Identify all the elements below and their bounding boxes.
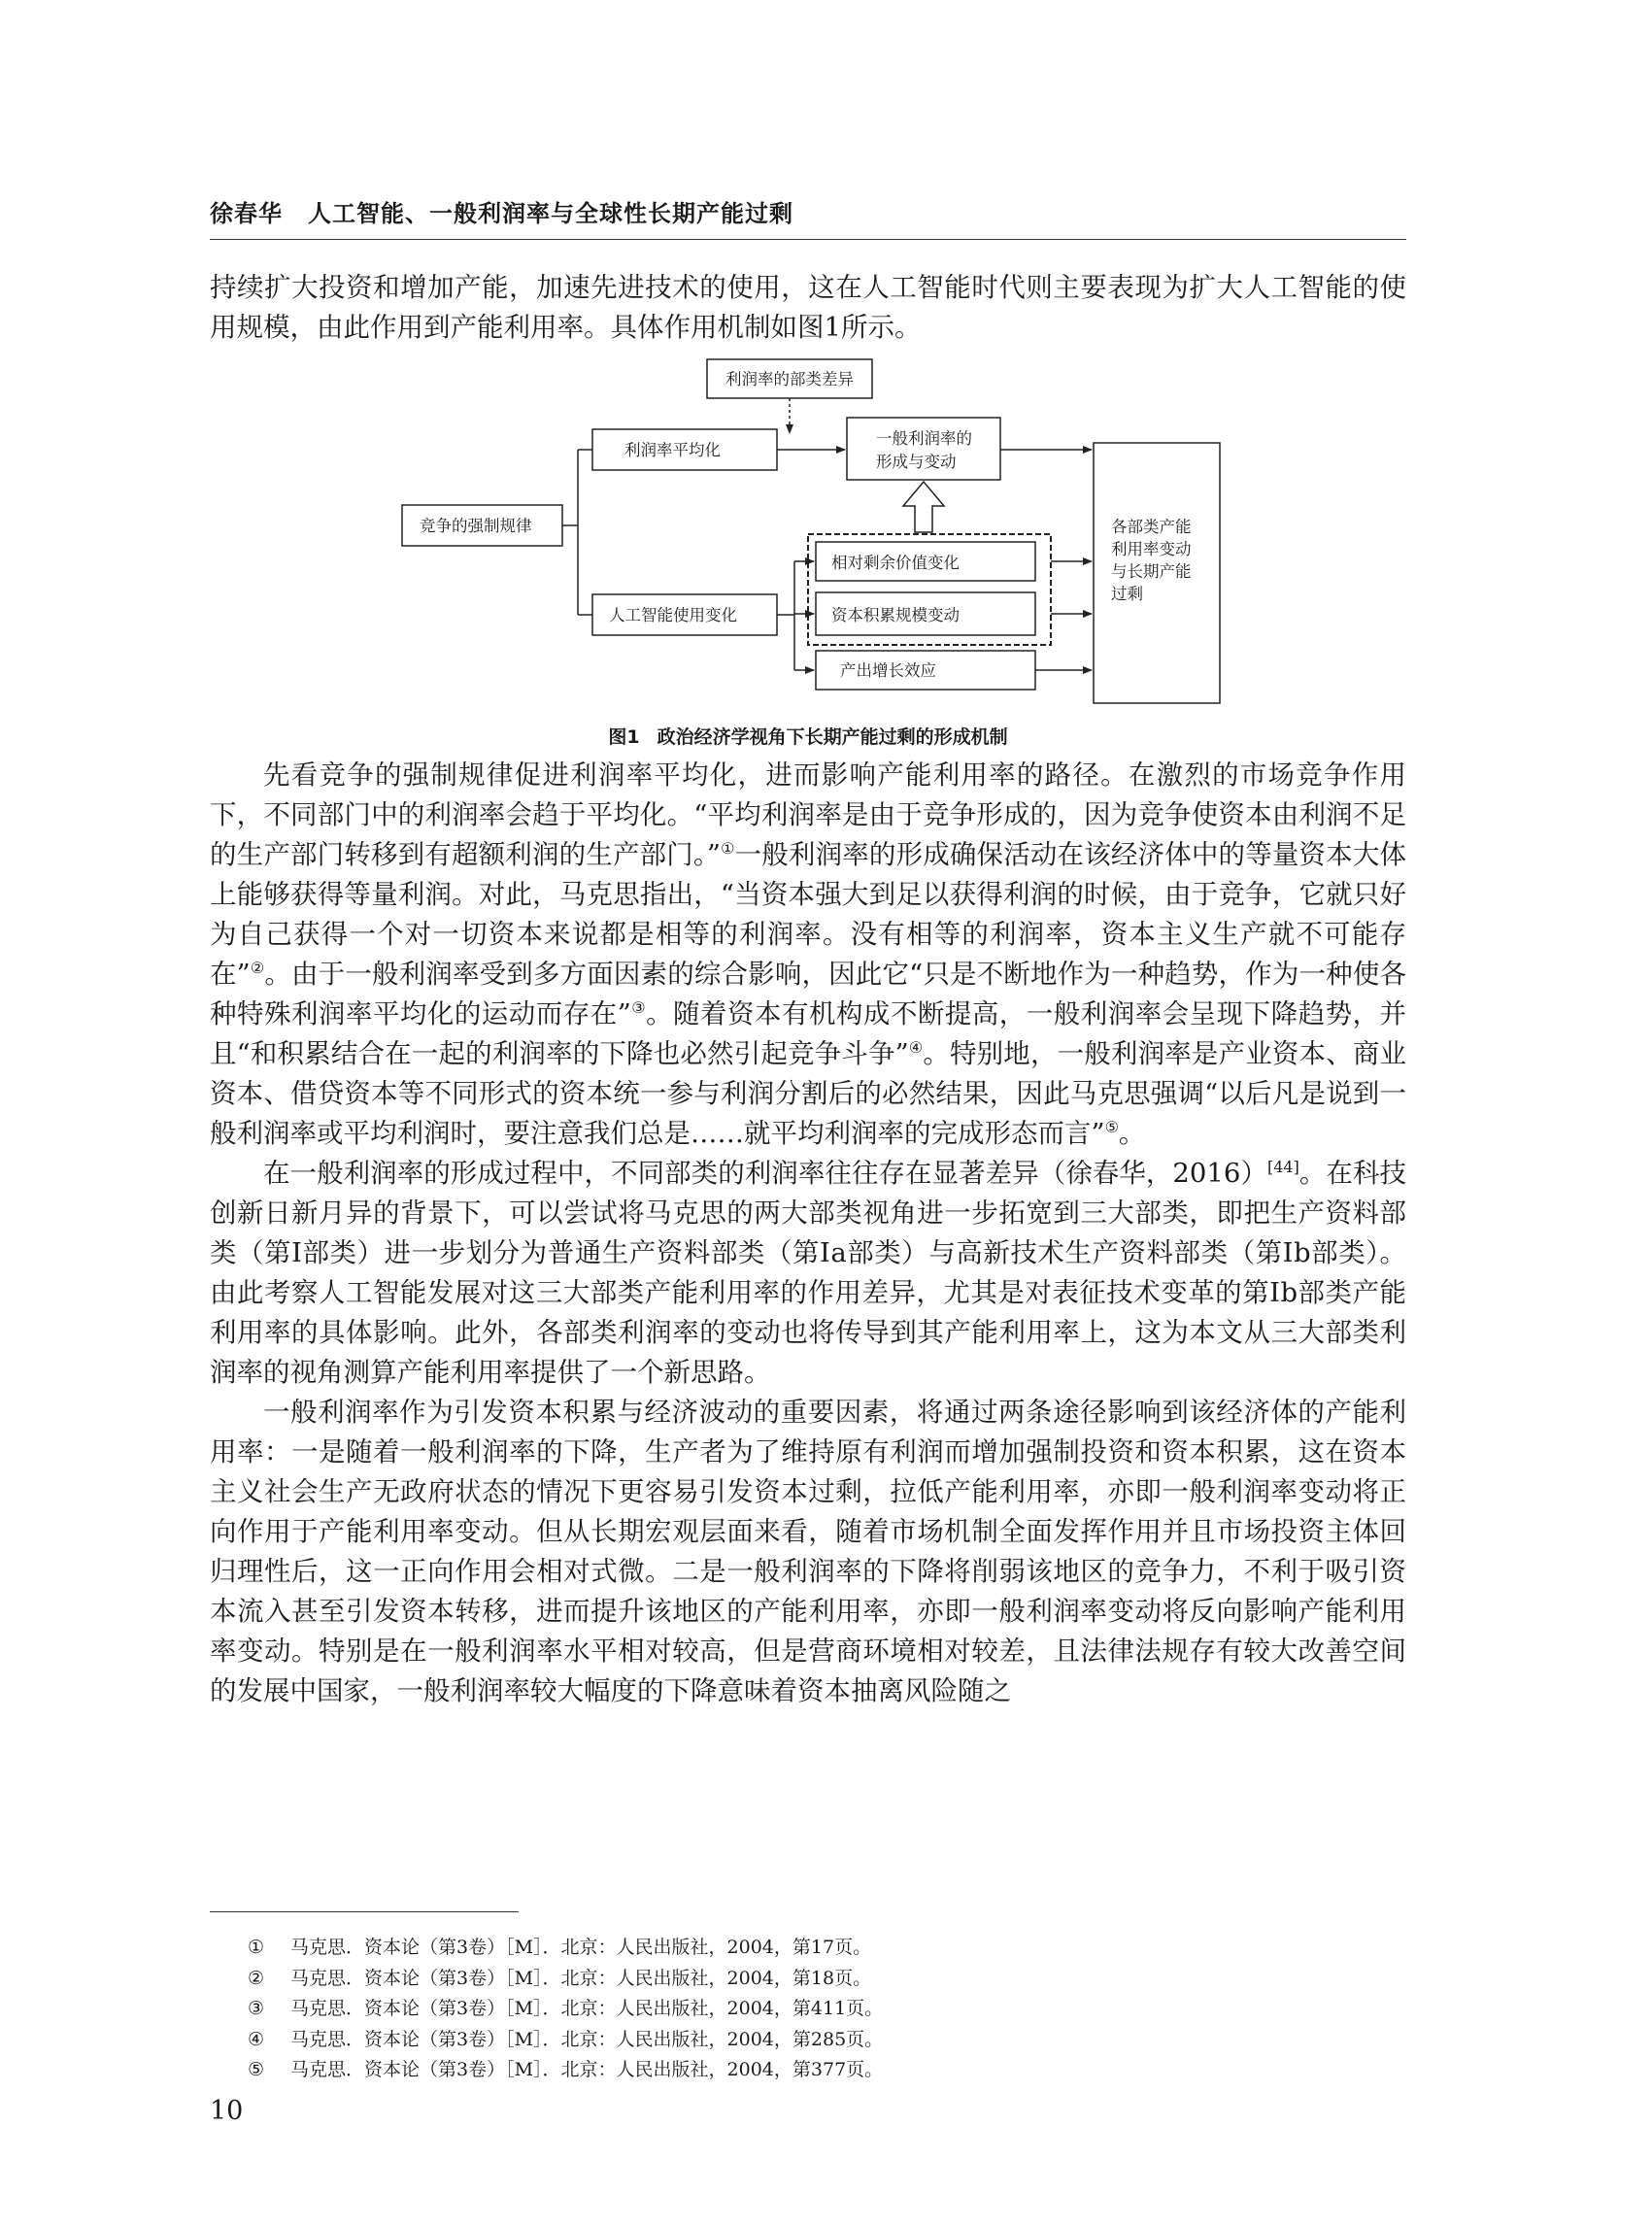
running-header [210, 194, 1406, 228]
footnotes [248, 1933, 1316, 2086]
result-label-2: 利用率变动 [1111, 540, 1192, 558]
footnote-item: ③ 马克思．资本论（第3卷）［M］．北京：人民出版社，2004，第411页。 [248, 1998, 884, 2019]
output-label: 产出增长效应 [840, 661, 936, 680]
sector-diff-label: 利润率的部类差异 [725, 370, 854, 388]
intro-paragraph: 持续扩大投资和增加产能，加速先进技术的使用，这在人工智能时代则主要表现为扩大人工智能的使用规模，由此作用到产能利用率。具体作用机制如图1所示。 [210, 272, 1406, 343]
header-author: 徐春华 [210, 200, 283, 227]
figure-caption [210, 723, 1406, 749]
figure-caption-text: 政治经济学视角下长期产能过剩的形成机制 [657, 726, 1008, 748]
header-title: 人工智能、一般利润率与全球性长期产能过剩 [308, 200, 793, 227]
formation-label-2: 形成与变动 [876, 453, 957, 471]
footnote-ref-5: ⑤ [1104, 1118, 1119, 1136]
paragraph-2: 在一般利润率的形成过程中，不同部类的利润率往往存在显著差异（徐春华，2016）[44]。在科技创新日新月异的背景下，可以尝试将马克思的两大部类视角进一步拓宽到三大部类，即把生产资料部类（第Ⅰ部类）进一步划分为普通生产资料部类（第Ⅰa部类）与高新技术生产资料部类（第Ⅰb部类）。由此考察人工智能发展对这三大部类产能利用率的作用差异，尤其是对表征技术变革的第Ⅰb部类产能利用率的具体影响。此外，各部类利润率的变动也将传导到其产能利用率上，这为本文从三大部类利润率的视角测算产能利用率提供了一个新思路。 [210, 1158, 1407, 1388]
paragraph-3: 一般利润率作为引发资本积累与经济波动的重要因素，将通过两条途径影响到该经济体的产能利用率：一是随着一般利润率的下降，生产者为了维持原有利润而增加强制投资和资本积累，这在资本主义社会生产无政府状态的情况下更容易引发资本过剩，拉低产能利用率，亦即一般利润率变动将正向作用于产能利用率变动。但从长期宏观层面来看，随着市场机制全面发挥作用并且市场投资主体回归理性后，这一正向作用会相对式微。二是一般利润率的下降将削弱该地区的竞争力，不利于吸引资本流入甚至引发资本转移，进而提升该地区的产能利用率，亦即一般利润率变动将反向影响产能利用率变动。特别是在一般利润率水平相对较高，但是营商环境相对较差，且法律法规存有较大改善空间的发展中国家，一般利润率较大幅度的下降意味着资本抽离风险随之 [210, 1397, 1406, 1706]
footnote-item: ⑤ 马克思．资本论（第3卷）［M］．北京：人民出版社，2004，第377页。 [248, 2059, 884, 2080]
main-text [210, 756, 1406, 1711]
footnote-item: ① 马克思．资本论（第3卷）［M］．北京：人民出版社，2004，第17页。 [248, 1937, 872, 1958]
ai-label: 人工智能使用变化 [609, 606, 737, 624]
footnote-ref-2: ② [250, 959, 265, 977]
result-label-1: 各部类产能 [1111, 518, 1192, 536]
hollow-up-arrow [903, 482, 944, 532]
paragraph-1: 先看竞争的强制规律促进利润率平均化，进而影响产能利用率的路径。在激烈的市场竞争作用下，不同部门中的利润率会趋于平均化。“平均利润率是由于竞争形成的，因为竞争使资本由利润不足的生产部门转移到有超额利润的生产部门。”①一般利润率的形成确保活动在该经济体中的等量资本大体上能够获得等量利润。对此，马克思指出，“当资本强大到足以获得利润的时候，由于竞争，它就只好为自己获得一个对一切资本来说都是相等的利润率。没有相等的利润率，资本主义生产就不可能存在”②。由于一般利润率受到多方面因素的综合影响，因此它“只是不断地作为一种趋势，作为一种使各种特殊利润率平均化的运动而存在”③。随着资本有机构成不断提高，一般利润率会呈现下降趋势，并且“和积累结合在一起的利润率的下降也必然引起竞争斗争”④。特别地，一般利润率是产业资本、商业资本、借贷资本等不同形式的资本统一参与利润分割后的必然结果，因此马克思强调“以后凡是说到一般利润率或平均利润时，要注意我们总是……就平均利润率的完成形态而言”⑤。 [210, 759, 1407, 1149]
footnote-ref-3: ③ [630, 998, 647, 1017]
accumulation-label: 资本积累规模变动 [831, 606, 960, 624]
result-label-3: 与长期产能 [1111, 562, 1192, 581]
page-number: 10 [210, 2096, 244, 2126]
dashed-group-box [808, 534, 1051, 645]
footnote-item: ④ 马克思．资本论（第3卷）［M］．北京：人民出版社，2004，第285页。 [248, 2028, 884, 2050]
formation-label-1: 一般利润率的 [876, 429, 972, 448]
footnote-item: ② 马克思．资本论（第3卷）［M］．北京：人民出版社，2004，第18页。 [248, 1967, 872, 1989]
footnote-ref-4: ④ [908, 1038, 924, 1057]
footnote-ref-1: ① [720, 839, 735, 858]
footnote-rule [210, 1911, 519, 1912]
citation-ref: [44] [1267, 1158, 1299, 1176]
mechanism-diagram [398, 357, 1224, 707]
equalization-label: 利润率平均化 [624, 441, 721, 459]
intro-text [210, 268, 1406, 348]
surplus-label: 相对剩余价值变化 [831, 554, 960, 572]
header-rule [210, 239, 1406, 240]
competition-label: 竞争的强制规律 [420, 517, 532, 535]
result-label-4: 过剩 [1111, 585, 1143, 603]
figure-number: 图1 [608, 726, 640, 748]
